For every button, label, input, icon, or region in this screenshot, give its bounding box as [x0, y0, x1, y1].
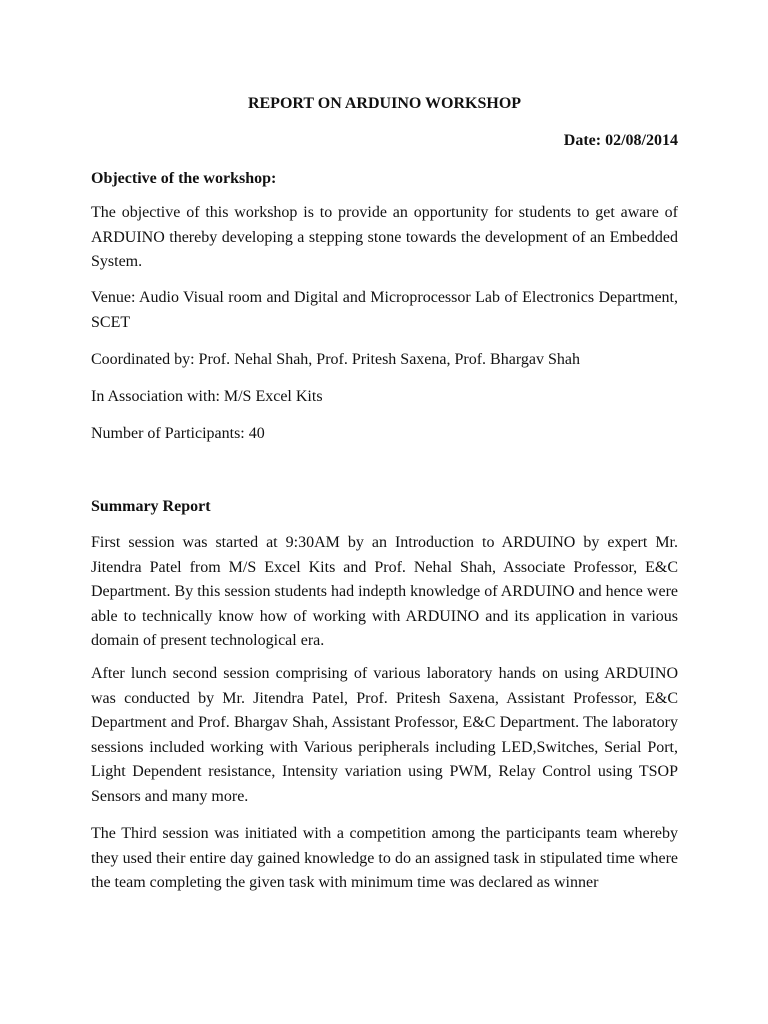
report-title: REPORT ON ARDUINO WORKSHOP	[247, 95, 522, 112]
summary-paragraph-2: After lunch second session comprising of various laboratory hands on using ARDUINO was conducted by Mr. Jitendra Patel, Prof. Pritesh Saxena, Assistant Professor, E&C Department and Prof. Bhargav Shah, Assistant Professor, E&C Department. The laboratory sessions included working with Various peripherals including LED,Switches, Serial Port, Light Dependent resistance, Intensity variation using PWM, Relay Control using TSOP Sensors and many more.	[91, 665, 678, 805]
summary-heading: Summary Report	[91, 498, 211, 515]
association-text: In Association with: M/S Excel Kits	[91, 388, 323, 405]
objective-paragraph: The objective of this workshop is to provide an opportunity for students to get aware of ARDUINO thereby developing a stepping stone towards the development of an Embedded System.	[91, 204, 678, 270]
summary-paragraph-3: The Third session was initiated with a competition among the participants team whereby they used their entire day gained knowledge to do an assigned task in stipulated time where the team completing the given task with minimum time was declared as winner	[91, 825, 678, 891]
participants-text: Number of Participants: 40	[91, 425, 265, 442]
report-date: Date: 02/08/2014	[563, 132, 678, 149]
venue-text: Venue: Audio Visual room and Digital and Microprocessor Lab of Electronics Department, SCET	[91, 289, 678, 331]
coordinated-by-text: Coordinated by: Prof. Nehal Shah, Prof. Pritesh Saxena, Prof. Bhargav Shah	[91, 351, 580, 368]
summary-paragraph-1: First session was started at 9:30AM by an Introduction to ARDUINO by expert Mr. Jitendra Patel from M/S Excel Kits and Prof. Nehal Shah, Associate Professor, E&C Department. By this session students had indepth knowledge of ARDUINO and hence were able to technically know how of working with ARDUINO and its application in various domain of present technological era.	[91, 534, 678, 649]
objective-heading: Objective of the workshop:	[91, 170, 277, 187]
